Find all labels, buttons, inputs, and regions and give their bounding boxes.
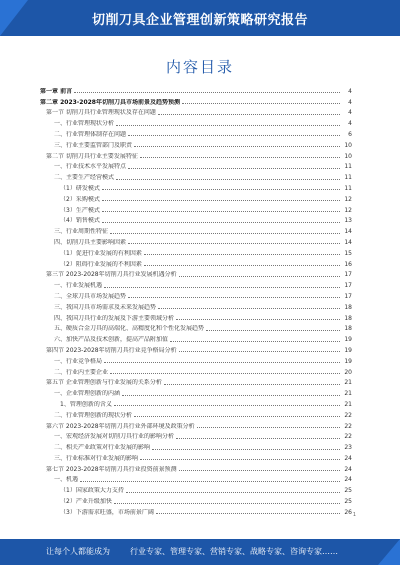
toc-entry-label: （4）销售模式: [60, 217, 100, 225]
toc-entry-label: 一、行业技术水平发展特点: [54, 163, 127, 171]
toc-leader-dots: [182, 103, 340, 104]
toc-leader-dots: [128, 168, 340, 169]
toc-entry-label: 第二章 2023-2028年切削刀具市场前景及趋势预测: [40, 98, 180, 106]
toc-entry-label: 第一章 前言: [40, 87, 73, 95]
toc-entry[interactable]: [40, 322, 352, 333]
toc-entry-page: 23: [344, 444, 352, 452]
toc-entry-page: 25: [344, 498, 352, 506]
toc-entry-page: 20: [344, 368, 352, 376]
toc-leader-dots: [116, 125, 340, 126]
toc-entry[interactable]: [40, 170, 352, 181]
toc-entry[interactable]: [40, 408, 352, 419]
toc-entry[interactable]: [40, 203, 352, 214]
toc-entry[interactable]: [40, 440, 352, 451]
toc-entry-page: 10: [344, 141, 352, 149]
toc-entry-page: 19: [344, 336, 352, 344]
footer-slogan: 让每个人都能成为: [46, 547, 110, 556]
toc-entry[interactable]: [40, 473, 352, 484]
toc-entry[interactable]: [40, 214, 352, 225]
toc-leader-dots: [144, 254, 340, 255]
toc-leader-dots: [128, 297, 340, 298]
toc-entry[interactable]: [40, 257, 352, 268]
toc-entry-page: 18: [344, 314, 352, 322]
toc-entry-page: 12: [344, 195, 352, 203]
toc-entry-page: 25: [344, 487, 352, 495]
toc-entry-label: 一、企业管理创新的内涵: [54, 390, 121, 398]
toc-entry-label: （2）产业升级加快: [60, 498, 112, 506]
toc-entry[interactable]: [40, 376, 352, 387]
toc-entry-label: 1、管理创新的含义: [60, 400, 112, 408]
toc-entry-page: 24: [344, 476, 352, 484]
toc-leader-dots: [102, 189, 340, 190]
toc-entry-label: 二、行业管理创新的现状分析: [54, 411, 133, 419]
toc-entry-label: 第一节 切削刀具行业管理现状及存在问题: [46, 109, 156, 117]
toc-leader-dots: [164, 384, 340, 385]
toc-entry[interactable]: [40, 181, 352, 192]
toc-leader-dots: [134, 146, 340, 147]
toc-entry-page: 15: [344, 249, 352, 257]
toc-entry-page: 4: [348, 87, 352, 95]
toc-entry-label: 第二节 切削刀具行业主要发展特征: [46, 152, 138, 160]
toc-leader-dots: [104, 287, 340, 288]
toc-entry-page: 22: [344, 433, 352, 441]
toc-entry-page: 24: [344, 454, 352, 462]
toc-entry-page: 18: [344, 303, 352, 311]
toc-entry-page: 22: [344, 422, 352, 430]
toc-entry[interactable]: [40, 268, 352, 279]
toc-entry[interactable]: [40, 224, 352, 235]
toc-entry-label: 第七节 2023-2028年切削刀具行业投资前景预测: [46, 465, 177, 473]
page-footer: [0, 539, 400, 565]
toc-entry-page: 4: [348, 120, 352, 128]
toc-entry-label: （1）研发模式: [60, 184, 100, 192]
table-of-contents: [40, 84, 352, 516]
toc-entry-label: 一、行业竞争格局: [54, 357, 103, 365]
toc-entry-page: 17: [344, 292, 352, 300]
toc-leader-dots: [140, 157, 340, 158]
toc-entry-label: 二、相关产业政策对行业发展的影响: [54, 444, 151, 452]
toc-leader-dots: [197, 427, 340, 428]
toc-entry-page: 11: [344, 163, 352, 171]
toc-entry-page: 11: [344, 184, 352, 192]
toc-leader-dots: [144, 265, 340, 266]
toc-entry[interactable]: [40, 192, 352, 203]
toc-entry-page: 19: [344, 346, 352, 354]
toc-entry-page: 13: [344, 217, 352, 225]
toc-entry-label: 五、硬质合金刀具的高端化、高精度化和个性化发展趋势: [54, 325, 205, 333]
toc-entry[interactable]: [40, 106, 352, 117]
toc-leader-dots: [206, 330, 340, 331]
toc-entry[interactable]: [40, 289, 352, 300]
toc-leader-dots: [104, 362, 340, 363]
toc-entry-label: 三、行业周期性特征: [54, 228, 109, 236]
toc-entry-label: 三、我国刀具市场需求及未来发展趋势: [54, 303, 157, 311]
toc-leader-dots: [128, 135, 340, 136]
toc-heading: 内容目录: [165, 58, 234, 76]
toc-entry-page: 21: [344, 400, 352, 408]
page-number: 1: [352, 512, 356, 518]
toc-entry[interactable]: [40, 365, 352, 376]
toc-entry[interactable]: [40, 84, 352, 95]
toc-entry[interactable]: [40, 451, 352, 462]
toc-entry-label: 四、我国刀具行业的发展及下游主要领域分析: [54, 314, 175, 322]
toc-leader-dots: [176, 438, 340, 439]
toc-leader-dots: [126, 492, 340, 493]
toc-entry-label: 第四节 2023-2028年切削刀具行业竞争格局分析: [46, 346, 177, 354]
toc-entry-page: 24: [344, 465, 352, 473]
toc-entry[interactable]: [40, 462, 352, 473]
toc-entry-label: 第六节 2023-2028年切削刀具行业外部环境及政策分析: [46, 422, 195, 430]
toc-entry[interactable]: [40, 419, 352, 430]
toc-entry-page: 17: [344, 271, 352, 279]
toc-entry-page: 17: [344, 282, 352, 290]
toc-entry-label: （2）阻碍行业发展的不利因素: [60, 260, 142, 268]
toc-entry-page: 26: [344, 508, 352, 516]
page-header: [0, 0, 400, 36]
toc-entry-label: 第三节 2023-2028年切削刀具行业发展机遇分析: [46, 271, 177, 279]
toc-leader-dots: [74, 92, 340, 93]
toc-leader-dots: [156, 513, 340, 514]
toc-entry-page: 11: [344, 174, 352, 182]
toc-leader-dots: [80, 481, 340, 482]
toc-leader-dots: [134, 416, 340, 417]
toc-entry-page: 19: [344, 357, 352, 365]
toc-leader-dots: [140, 459, 340, 460]
toc-entry-label: 二、行业管理体制存在问题: [54, 130, 127, 138]
toc-leader-dots: [102, 211, 340, 212]
toc-leader-dots: [116, 179, 340, 180]
toc-leader-dots: [114, 405, 340, 406]
toc-entry-label: 第五节 企业管理创新与行业发展的关系分析: [46, 379, 162, 387]
toc-leader-dots: [158, 308, 340, 309]
toc-entry[interactable]: [40, 300, 352, 311]
toc-entry[interactable]: [40, 235, 352, 246]
toc-entry-label: 一、宏观经济发展对切削刀具行业的影响分析: [54, 433, 175, 441]
toc-entry-label: 一、机遇: [54, 476, 79, 484]
toc-entry-page: 21: [344, 379, 352, 387]
toc-entry[interactable]: [40, 430, 352, 441]
toc-entry-label: 一、行业发展机遇: [54, 282, 103, 290]
toc-leader-dots: [102, 200, 340, 201]
toc-leader-dots: [152, 449, 340, 450]
toc-entry[interactable]: [40, 246, 352, 257]
toc-leader-dots: [158, 114, 340, 115]
toc-entry-label: 六、加快产品及技术创新，提高产品附加值: [54, 336, 169, 344]
toc-entry-label: 二、主要生产经营模式: [54, 174, 115, 182]
toc-entry[interactable]: [40, 483, 352, 494]
toc-entry-label: （3）生产模式: [60, 206, 100, 214]
footer-decoration: [378, 539, 400, 565]
toc-leader-dots: [102, 222, 340, 223]
toc-entry-page: 6: [348, 130, 352, 138]
toc-leader-dots: [170, 341, 340, 342]
toc-leader-dots: [110, 233, 340, 234]
toc-entry-label: （1）国家政策大力支持: [60, 487, 124, 495]
toc-entry[interactable]: [40, 95, 352, 106]
toc-entry-page: 18: [344, 325, 352, 333]
toc-entry-page: 21: [344, 390, 352, 398]
toc-entry[interactable]: [40, 505, 352, 516]
toc-entry-page: 4: [348, 98, 352, 106]
toc-leader-dots: [176, 319, 340, 320]
toc-entry[interactable]: [40, 397, 352, 408]
toc-leader-dots: [128, 243, 340, 244]
toc-entry-page: 14: [344, 238, 352, 246]
toc-entry[interactable]: [40, 149, 352, 160]
toc-entry[interactable]: [40, 138, 352, 149]
toc-entry-label: （3）下游需求旺盛，市场前景广阔: [60, 508, 154, 516]
report-title: 切削刀具企业管理创新策略研究报告: [91, 13, 308, 28]
toc-entry-label: 三、行业标准对行业发展的影响: [54, 454, 139, 462]
toc-entry[interactable]: [40, 311, 352, 322]
toc-entry[interactable]: [40, 494, 352, 505]
toc-entry-label: （2）采购模式: [60, 195, 100, 203]
toc-entry-label: 四、切削刀具主要影响因素: [54, 238, 127, 246]
toc-leader-dots: [179, 470, 340, 471]
toc-entry[interactable]: [40, 160, 352, 171]
toc-leader-dots: [179, 351, 340, 352]
toc-leader-dots: [179, 276, 340, 277]
toc-entry[interactable]: [40, 343, 352, 354]
toc-entry-page: 4: [348, 109, 352, 117]
toc-entry[interactable]: [40, 278, 352, 289]
toc-leader-dots: [114, 503, 340, 504]
toc-entry[interactable]: [40, 116, 352, 127]
toc-entry[interactable]: [40, 354, 352, 365]
toc-entry-page: 16: [344, 260, 352, 268]
toc-entry[interactable]: [40, 332, 352, 343]
toc-entry-page: 22: [344, 411, 352, 419]
toc-entry-label: 二、全球刀具市场发展趋势: [54, 292, 127, 300]
toc-entry-page: 14: [344, 228, 352, 236]
toc-leader-dots: [122, 395, 340, 396]
toc-entry-page: 12: [344, 206, 352, 214]
toc-entry-label: 一、行业管理现状分析: [54, 120, 115, 128]
toc-entry[interactable]: [40, 386, 352, 397]
toc-entry-label: 二、行业内主要企业: [54, 368, 109, 376]
toc-entry-label: （1）促进行业发展的有利因素: [60, 249, 142, 257]
footer-roles: 行业专家、管理专家、营销专家、战略专家、咨询专家……: [130, 547, 338, 556]
toc-entry-label: 三、行业主要监管部门及职责: [54, 141, 133, 149]
toc-entry-page: 10: [344, 152, 352, 160]
toc-leader-dots: [110, 373, 340, 374]
toc-entry[interactable]: [40, 127, 352, 138]
